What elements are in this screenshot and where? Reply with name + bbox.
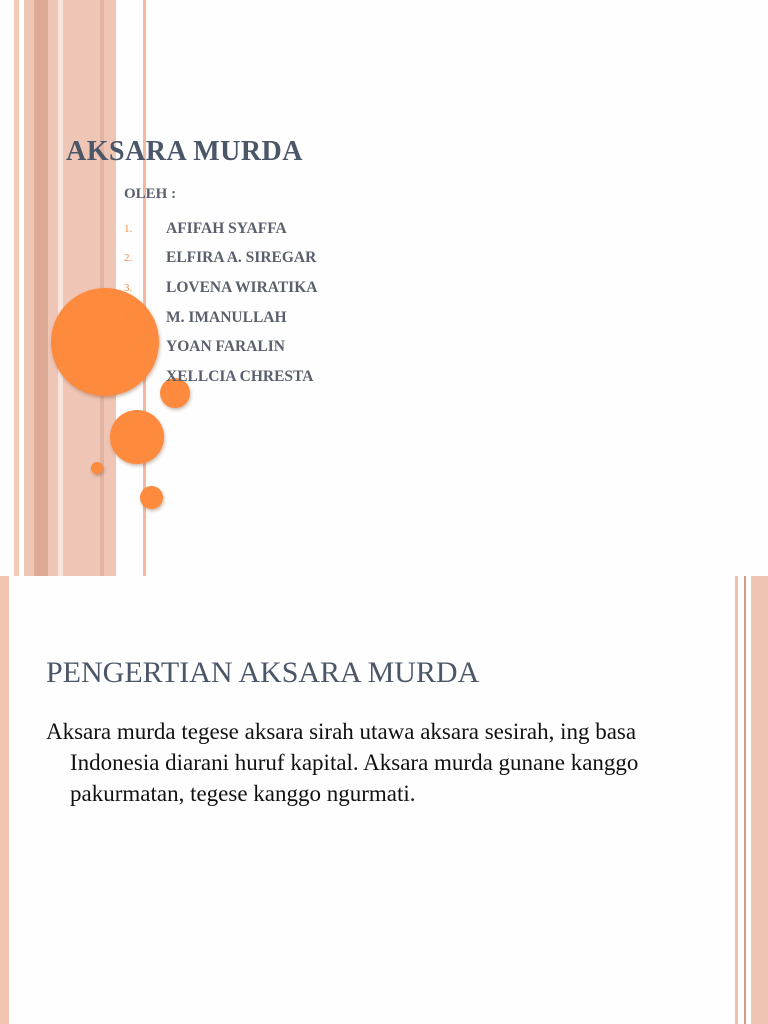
decor-stripe: [744, 576, 746, 1024]
list-item: [124, 244, 317, 274]
member-name: AFIFAH SYAFFA: [166, 219, 287, 237]
slide-title-text: AKSARA MURDA: [66, 136, 303, 167]
decor-stripe: [0, 576, 9, 1024]
member-name: XELLCIA CHRESTA: [166, 367, 314, 385]
member-list: [124, 214, 317, 392]
list-number: 5.: [124, 341, 133, 354]
decor-stripe: [735, 576, 738, 1024]
list-number: 6.: [124, 370, 133, 383]
list-item: [124, 273, 317, 303]
member-name: M. IMANULLAH: [166, 308, 287, 326]
list-item: [124, 214, 317, 244]
list-item: [124, 332, 317, 362]
slide-definition: [0, 576, 768, 1024]
decor-stripe: [34, 0, 48, 576]
decor-circle-small: [140, 486, 163, 509]
member-name: LOVENA WIRATIKA: [166, 278, 318, 296]
definition-paragraph: Aksara murda tegese aksara sirah utawa aksara sesirah, ing basa Indonesia diarani huruf kapital. Aksara murda gunane kanggo pakurmatan, tegese kanggo ngurmati.: [46, 719, 639, 806]
list-number: 4.: [124, 311, 133, 324]
member-name: ELFIRA A. SIREGAR: [166, 249, 317, 267]
decor-stripe: [751, 576, 768, 1024]
list-item: [124, 303, 317, 333]
list-item: [124, 362, 317, 392]
decor-stripe: [58, 0, 63, 576]
member-name: YOAN FARALIN: [166, 338, 285, 356]
list-number: 2.: [124, 252, 133, 265]
list-number: 1.: [124, 222, 133, 235]
list-number: 3.: [124, 281, 133, 294]
decor-circle-medium: [110, 410, 164, 464]
slide-heading: PENGERTIAN AKSARA MURDA: [46, 656, 480, 689]
decor-circle-tiny: [91, 462, 103, 474]
byline-label: OLEH :: [124, 186, 177, 202]
decor-stripe: [14, 0, 19, 576]
